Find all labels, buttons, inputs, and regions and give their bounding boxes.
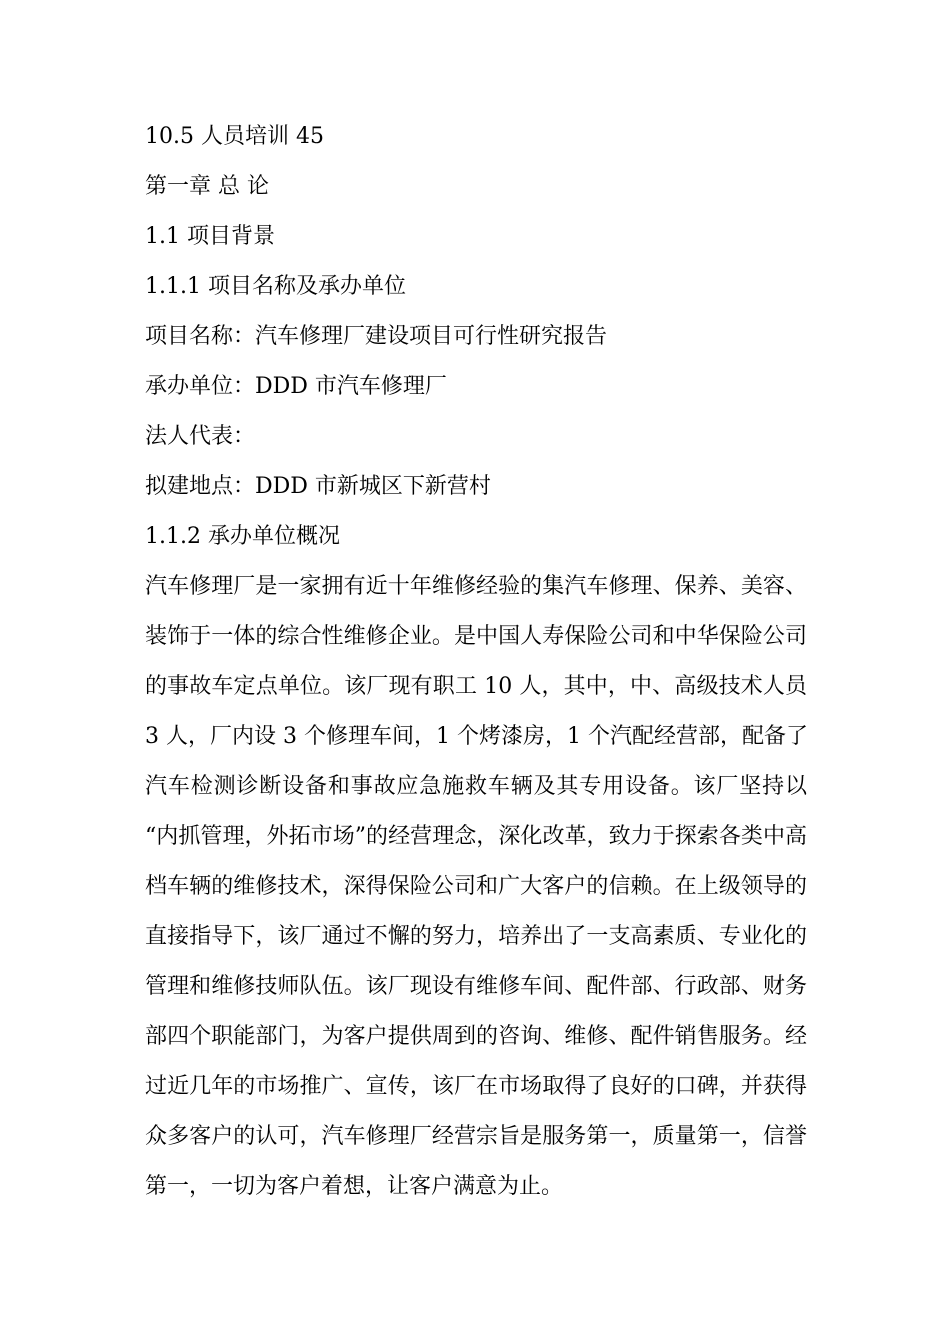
section-heading-1-1-1: 1.1.1 项目名称及承办单位 [145, 274, 406, 299]
document-body [145, 112, 807, 1212]
chapter-title: 第一章 总 论 [145, 174, 269, 199]
section-heading-1-1: 1.1 项目背景 [145, 224, 275, 249]
section-heading-1-1-2: 1.1.2 承办单位概况 [145, 524, 340, 549]
paragraph-line: 众多客户的认可，汽车修理厂经营宗旨是服务第一，质量第一，信誉 [145, 1124, 807, 1149]
paragraph-line: 汽车修理厂是一家拥有近十年维修经验的集汽车修理、保养、美容、 [145, 574, 807, 599]
paragraph-line: 过近几年的市场推广、宣传，该厂在市场取得了良好的口碑，并获得 [145, 1074, 807, 1099]
overview-paragraph [145, 562, 807, 1212]
paragraph-line: 部四个职能部门，为客户提供周到的咨询、维修、配件销售服务。经 [145, 1024, 807, 1049]
paragraph-line: 档车辆的维修技术，深得保险公司和广大客户的信赖。在上级领导的 [145, 874, 807, 899]
paragraph-line: 3 人，厂内设 3 个修理车间，1 个烤漆房，1 个汽配经营部，配备了 [145, 724, 808, 749]
paragraph-line: 装饰于一体的综合性维修企业。是中国人寿保险公司和中华保险公司 [145, 624, 807, 649]
paragraph-line: 的事故车定点单位。该厂现有职工 10 人，其中，中、高级技术人员 [145, 674, 807, 699]
legal-rep-line: 法人代表： [145, 424, 256, 449]
project-name-line: 项目名称：汽车修理厂建设项目可行性研究报告 [145, 324, 608, 349]
site-line: 拟建地点：DDD 市新城区下新营村 [145, 474, 491, 499]
paragraph-line: 管理和维修技师队伍。该厂现设有维修车间、配件部、行政部、财务 [145, 974, 807, 999]
organizer-line: 承办单位：DDD 市汽车修理厂 [145, 374, 447, 399]
paragraph-line: 第一，一切为客户着想，让客户满意为止。 [145, 1174, 564, 1199]
paragraph-line: 直接指导下，该厂通过不懈的努力，培养出了一支高素质、专业化的 [145, 924, 807, 949]
paragraph-line: 汽车检测诊断设备和事故应急施救车辆及其专用设备。该厂坚持以 [145, 774, 807, 799]
toc-entry: 10.5 人员培训 45 [145, 124, 324, 149]
paragraph-line: “内抓管理，外拓市场”的经营理念，深化改革，致力于探索各类中高 [145, 824, 807, 849]
